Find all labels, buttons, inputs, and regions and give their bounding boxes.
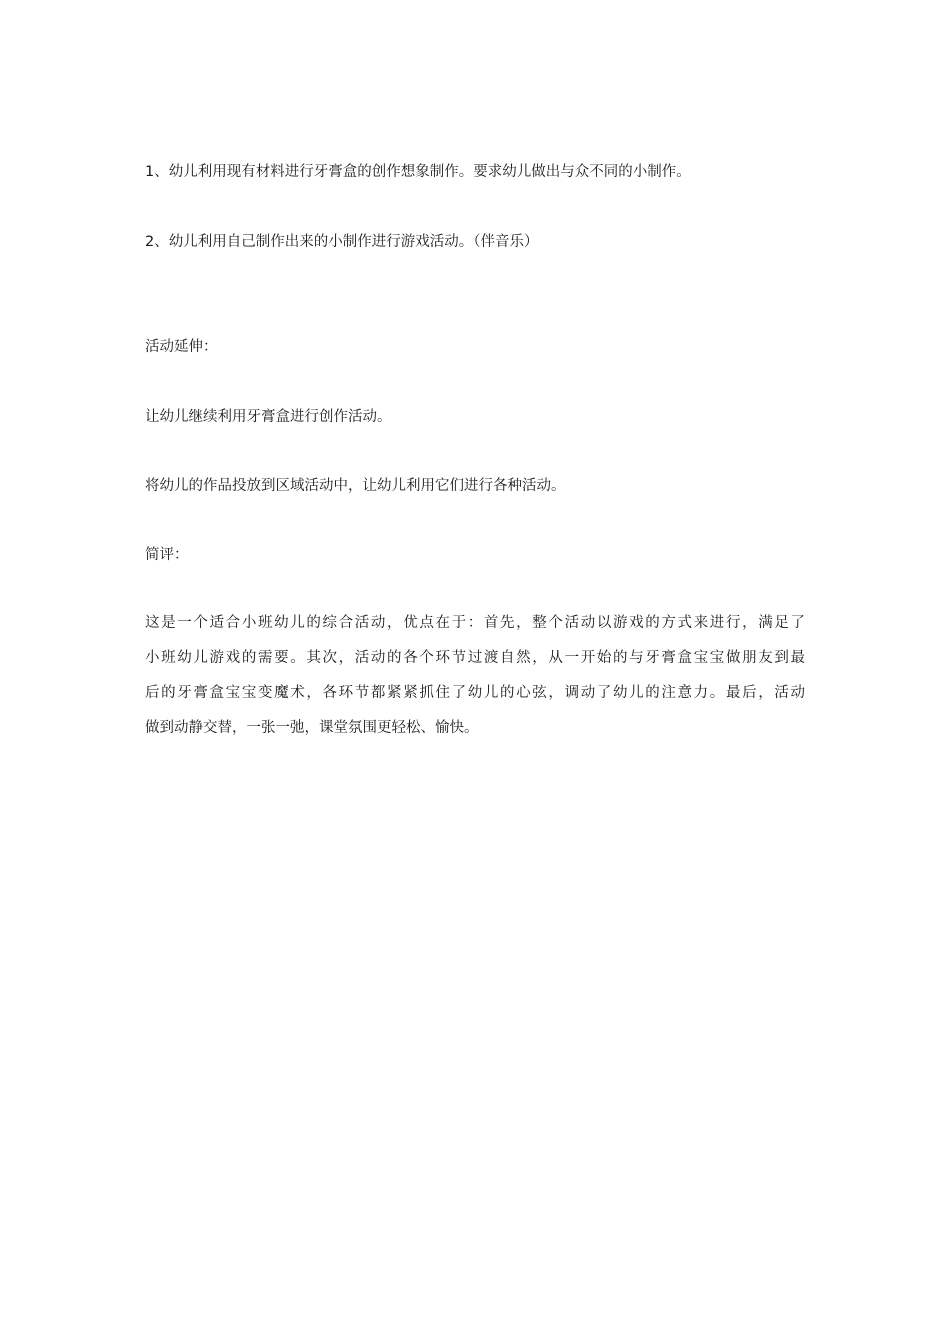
review-line: 这是一个适合小班幼儿的综合活动，优点在于：首先，整个活动以游戏的方式来进行，满足了	[145, 615, 805, 631]
review-line: 小班幼儿游戏的需要。其次，活动的各个环节过渡自然，从一开始的与牙膏盒宝宝做朋友到最	[145, 650, 805, 666]
extension-heading: 活动延伸：	[145, 339, 218, 355]
review-line: 做到动静交替，一张一弛，课堂氛围更轻松、愉快。	[145, 720, 479, 736]
review-line: 后的牙膏盒宝宝变魔术，各环节都紧紧抓住了幼儿的心弦，调动了幼儿的注意力。最后，活动	[145, 685, 805, 701]
review-paragraph	[145, 606, 805, 746]
review-heading: 简评：	[145, 547, 189, 563]
extension-line-1: 让幼儿继续利用牙膏盒进行创作活动。	[145, 409, 392, 425]
activity-step-2: 2、幼儿利用自己制作出来的小制作进行游戏活动。（伴音乐）	[145, 234, 539, 250]
extension-line-2: 将幼儿的作品投放到区域活动中，让幼儿利用它们进行各种活动。	[145, 478, 566, 494]
activity-step-1: 1、幼儿利用现有材料进行牙膏盒的创作想象制作。要求幼儿做出与众不同的小制作。	[145, 164, 691, 180]
